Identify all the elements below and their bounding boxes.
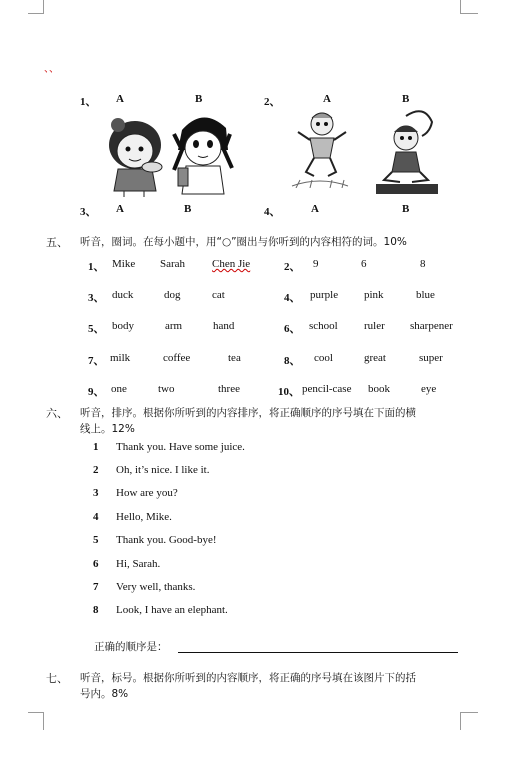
- s5-item-5-number: 5、: [88, 323, 105, 335]
- s5-item-1-word-1: Mike: [112, 258, 136, 270]
- section-6-number: 六、: [46, 407, 68, 420]
- s6-item-8-number: 8: [93, 604, 99, 616]
- s6-item-3-number: 3: [93, 487, 99, 499]
- s5-item-4-word-2: pink: [364, 289, 384, 301]
- s5-item-9-word-3: three: [218, 383, 240, 395]
- section-6-instruction-line-1: 听音，排序。根据你所听到的内容排序，将正确顺序的序号填在下面的横: [80, 407, 416, 419]
- s6-item-6-text: Hi, Sarah.: [116, 558, 161, 570]
- s5-item-2-word-1: 9: [313, 258, 319, 270]
- s5-item-1-word-2: Sarah: [160, 258, 186, 270]
- s5-item-1-word-3-text: Chen Jie: [212, 258, 251, 270]
- s5-item-7-word-2: coffee: [163, 352, 191, 364]
- s5-item-10-word-2: book: [368, 383, 390, 395]
- s5-item-8-word-3: super: [419, 352, 443, 364]
- s5-item-8-word-1: cool: [314, 352, 333, 364]
- s5-item-2-number: 2、: [284, 261, 301, 273]
- s5-item-1-number: 1、: [88, 261, 105, 273]
- s5-item-10-word-3: eye: [421, 383, 437, 395]
- s5-item-4-word-1: purple: [310, 289, 339, 301]
- s5-item-7-number: 7、: [88, 355, 105, 367]
- q1-number: 1、: [80, 96, 97, 108]
- s5-item-3-word-3: cat: [212, 289, 225, 301]
- s5-item-8-word-2: great: [364, 352, 386, 364]
- s6-item-2-text: Oh, it’s nice. I like it.: [116, 464, 210, 476]
- s5-item-3-word-2: dog: [164, 289, 181, 301]
- q2-option-b: B: [402, 93, 410, 105]
- q3-number: 3、: [80, 206, 97, 218]
- q4-option-a: A: [311, 203, 319, 215]
- s5-item-10-number: 10、: [278, 386, 300, 398]
- s5-item-9-word-1: one: [111, 383, 127, 395]
- s5-item-6-number: 6、: [284, 323, 301, 335]
- crop-mark-top-left-v: [43, 0, 44, 14]
- s6-item-4-number: 4: [93, 511, 99, 523]
- s6-item-8-text: Look, I have an elephant.: [116, 604, 228, 616]
- crop-mark-bottom-left: [28, 712, 44, 730]
- q2-option-a: A: [323, 93, 331, 105]
- girl-juice-picture: [170, 110, 236, 196]
- q1-option-a: A: [116, 93, 124, 105]
- s6-item-7-number: 7: [93, 581, 99, 593]
- section-7-number: 七、: [46, 672, 68, 685]
- kid-sitting-picture: [376, 108, 438, 194]
- s5-item-9-number: 9、: [88, 386, 105, 398]
- section-6-instruction-line-2: 线上。12%: [80, 423, 135, 435]
- q4-option-b: B: [402, 203, 410, 215]
- s5-item-2-word-3: 8: [420, 258, 426, 270]
- s5-item-6-word-1: school: [309, 320, 338, 332]
- section-5-number: 五、: [46, 236, 68, 249]
- s5-item-8-number: 8、: [284, 355, 301, 367]
- crop-mark-top-left: [28, 0, 44, 14]
- s6-item-5-number: 5: [93, 534, 99, 546]
- boy-jumping-picture: [290, 110, 350, 188]
- q1-option-b: B: [195, 93, 203, 105]
- s5-item-5-word-1: body: [112, 320, 134, 332]
- s5-item-7-word-3: tea: [228, 352, 241, 364]
- s5-item-1-word-3: [212, 258, 250, 270]
- s6-item-4-text: Hello, Mike.: [116, 511, 172, 523]
- s5-item-4-number: 4、: [284, 292, 301, 304]
- s6-item-2-number: 2: [93, 464, 99, 476]
- q4-number: 4、: [264, 206, 281, 218]
- s5-item-4-word-3: blue: [416, 289, 435, 301]
- s5-item-3-word-1: duck: [112, 289, 134, 301]
- s6-item-1-number: 1: [93, 441, 99, 453]
- crop-mark-top-right: [460, 0, 478, 14]
- s5-item-5-word-3: hand: [213, 320, 235, 332]
- s5-item-6-word-3: sharpener: [410, 320, 453, 332]
- s6-item-5-text: Thank you. Good-bye!: [116, 534, 217, 546]
- s5-item-7-word-1: milk: [110, 352, 131, 364]
- answer-label: 正确的顺序是：: [94, 641, 168, 653]
- s5-item-6-word-2: ruler: [364, 320, 385, 332]
- q3-option-b: B: [184, 203, 192, 215]
- s5-item-5-word-2: arm: [165, 320, 183, 332]
- q3-option-a: A: [116, 203, 124, 215]
- section-5-instruction: 听音，圈词。在每小题中，用“○”圈出与你听到的内容相符的词。10%: [80, 236, 407, 248]
- s5-item-10-word-1: pencil-case: [302, 383, 352, 395]
- s5-item-3-number: 3、: [88, 292, 105, 304]
- q2-number: 2、: [264, 96, 281, 108]
- s6-item-7-text: Very well, thanks.: [116, 581, 196, 593]
- answer-blank-line[interactable]: [178, 652, 458, 653]
- stray-marks: 、、: [44, 64, 59, 75]
- s5-item-9-word-2: two: [158, 383, 175, 395]
- s6-item-6-number: 6: [93, 558, 99, 570]
- s5-item-2-word-2: 6: [361, 258, 367, 270]
- girl-drinking-picture: [104, 113, 166, 197]
- section-7-instruction-line-2: 号内。8%: [80, 688, 129, 700]
- s6-item-1-text: Thank you. Have some juice.: [116, 441, 245, 453]
- crop-mark-bottom-right: [460, 712, 478, 730]
- section-7-instruction-line-1: 听音，标号。根据你所听到的内容顺序，将正确的序号填在该图片下的括: [80, 672, 416, 684]
- s6-item-3-text: How are you?: [116, 487, 178, 499]
